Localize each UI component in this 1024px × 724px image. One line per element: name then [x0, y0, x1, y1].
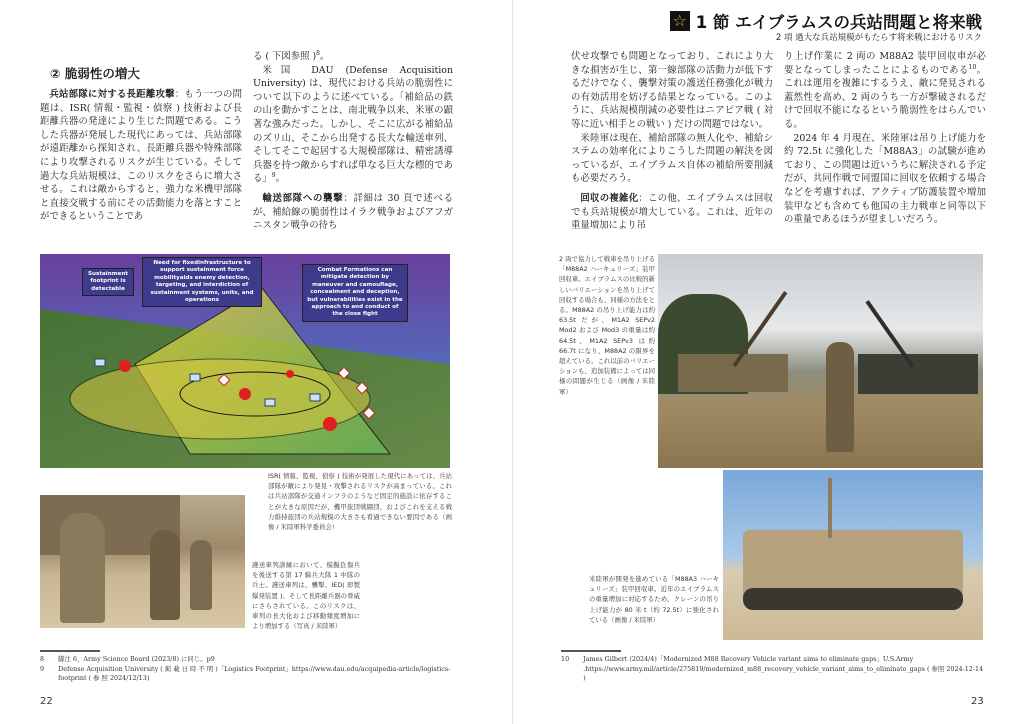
crane-boom — [828, 478, 832, 538]
page-number: 22 — [40, 696, 53, 707]
soldier-figure — [60, 513, 105, 623]
footnote-divider — [561, 650, 621, 652]
right-page — [512, 0, 1024, 724]
paragraph: ：この他、エイブラムスは回収でも兵站規模が増大している。これは、近年の重量増加により吊 — [571, 192, 773, 232]
punct: 。 — [275, 173, 285, 185]
convoy-training-photo — [40, 495, 245, 628]
footnote-ref: 9 — [271, 172, 276, 180]
footnote-text: James Gilbert (2024/4)「Modernized M88 Recovery Vehicle variant aims to eliminate gaps」U.S.Army .https://www.army.mil/article/275819/modernized_m88_recovery_vehicle_variant_aims_to_eliminate_gaps ( 参照 2024-12-14 ) — [583, 655, 984, 683]
chapter-title — [670, 9, 982, 33]
section-subtitle: 2 項 過大な兵站規模がもたらす将来戦におけるリスク — [775, 33, 982, 43]
footnotes — [561, 655, 986, 684]
paragraph: 2024 年 4 月現在、米陸軍は吊り上げ能力を約 72.5t に強化した「M88A3」の試験が進めており、この問題は近いうちに解決される予定だが、共同作戦で同盟国に回収を依頼する場合などを考慮すれば、アクティブ防護装置や増加装甲なども含めても他国の主力戦車と同等以下の重量であるほうが望ましいだろう。 — [784, 132, 986, 226]
footnote-number: 9 — [40, 664, 45, 673]
lead-term: 輸送部隊への襲撃 — [262, 192, 344, 204]
footnote-ref: 10 — [968, 63, 977, 71]
star-icon: ☆ — [670, 11, 690, 31]
diagram-label-footprint: Sustainment footprint is detectable — [82, 268, 134, 296]
diagram-label-infrastructure: Need for fixedinfrastructure to support sustainment force mobilityaids enemy detection, targeting, and interdiction of sustainment systems, units, and operations — [142, 257, 262, 307]
paragraph: ：もう一つの問題は、ISR( 情報・監視・偵察 ) 技術および長距離兵器の発達により生じた問題である。こうした兵器が発展した現代にあっては、兵站部隊が遠距離から探知され、長距離兵器や特殊部隊により攻撃されるリスクが生じている。そして過大な兵站規模は、このリスクをさらに増大させる。これは敵からすると、強力な米機甲部隊と直接交戦する前にその活動能力を落とすことができるということであ — [40, 89, 242, 223]
lead-term: 回収の複雑化 — [580, 192, 639, 204]
right-column-2 — [784, 50, 986, 227]
paragraph: り上げ作業に 2 両の M88A2 装甲回収車が必要となってしまったことによるものである — [784, 51, 986, 76]
soldier-figure — [190, 540, 212, 610]
photo-caption: 米陸軍が開発を進めている「M88A3 ハーキュリーズ」装甲回収車。近年のエイブラムスの重量増加に対応するため、クレーンの吊り上げ能力が 80 米 t（約 72.5t）に強化されている（画像 / 米陸軍） — [589, 575, 719, 624]
punct: 。 — [319, 51, 330, 62]
vehicle-tracks — [743, 588, 963, 610]
recovery-vehicle-shape — [858, 354, 978, 394]
footnote-text: Defense Acquisition University ( 掲 載 日 時 不 明 )「Logistics Footprint」https://www.dau.edu/acquipedia-article/logistics-footprint ( 参 照 2024/12/13) — [58, 664, 451, 683]
soldier-figure — [150, 530, 180, 620]
page-number: 23 — [971, 696, 984, 707]
paragraph: る ( 下図参照 ) — [253, 51, 317, 62]
footnote-ref: 8 — [316, 49, 320, 57]
photo-caption: 護送車列訓練において、模擬負傷兵を後送する第 17 騎兵大隊 1 中隊の兵士。護送車列は、襲撃、IED( 即製爆発装置 )、そして長距離兵器の脅威にさらされている。このリスクは、車列の長大化および移動頻度増加により増加する（写真 / 米陸軍） — [252, 561, 360, 631]
section-heading: ② 脆弱性の増大 — [50, 66, 140, 81]
photo-caption: 2 両で協力して戦車を吊り上げる「M88A2 ハーキュリーズ」装甲回収車。エイブラムスの比較的新しいバリエーションを吊り上げて回収する場合も、同様の方法をとる。M88A2 の吊り上げ能力は約 63.5t だが、M1A2 SEPv2 Mod2 および Mod3 の重量は約 64.5t、M1A2 SEPv3 は約 66.7t になり、M88A2 の限界を超えている。これ以前のバリエーションも、追加装備によっては同様の問題が生じる（画像 / 米陸軍） — [559, 255, 655, 396]
paragraph: 米国 DAU (Defense Acquisition University) は、現代における兵站の脆弱性について以下のように述べている。「補給品の鉄の山を動かすことは、南北戦争以来、米軍の顕著な強みだった。しかし、そこに広がる補給品のズリ山、そこから出発する長大な輸送車列、そしてそこで起居する大規模部隊は、精密誘導兵器を持つ敵からすれば単なる巨大な標的である」 — [253, 64, 453, 185]
footnote-divider — [40, 650, 100, 652]
paragraph: 米陸軍は現在、補給部隊の無人化や、補給システムの効率化によりこうした問題の解決を図っているが、エイブラムス自体の補給所要削減も必要だろう。 — [571, 132, 773, 185]
paragraph: ：詳細は 30 頁で述べるが、補給線の脆弱性はイラク戦争およびアフガニスタン戦争の待ち — [253, 192, 453, 232]
right-column-1 — [571, 50, 773, 233]
diagram-label-combat-formations: Combat Formations can mitigate detection by maneuver and camouflage, concealment and deception, but vulnerabilities exist in the approach to and conduct of the close fight — [302, 264, 408, 322]
sustainment-diagram — [40, 254, 450, 468]
paragraph: 。これは運用を複雑にするうえ、敵に発見される蓋然性を高め、2 両のうち一方が撃破されるだけで回収不能になるという脆弱性をはらんでいる。 — [784, 64, 986, 130]
left-column-1 — [40, 88, 242, 224]
soldier-figure — [826, 342, 854, 452]
footnotes — [40, 655, 460, 684]
m88a2-recovery-photo — [658, 254, 983, 468]
m88a3-vehicle-photo — [723, 470, 983, 640]
lead-term: 兵站部隊に対する長距離攻撃 — [49, 89, 175, 100]
left-column-2 — [253, 50, 453, 233]
footnote-number: 8 — [40, 655, 45, 663]
diagram-caption: ISR( 情報、監視、偵察 ) 技術が発展した現代にあっては、兵站部隊が敵により発見・攻撃されるリスクが高まっている。これは兵站部隊が交通インフラのようなど固定的施設に依存することが大きな原因だが、機甲旅団戦闘団、およびこれを支える戦力維持旅団の兵站規模の大きさも看過できない要因である（画像 / 米陸軍科学委員会） — [268, 472, 452, 532]
chapter-title-text: 1 節 エイブラムスの兵站問題と将来戦 — [695, 13, 982, 32]
tank-shape — [678, 354, 788, 392]
footnote-text: 脚注 6、Army Science Board (2023/8) に同じ。p9 — [58, 655, 215, 663]
footnote-number: 10 — [561, 655, 570, 663]
paragraph: 伏せ攻撃でも問題となっており、これにより大きな損害が生じ、第一線部隊の活動力が低下するだけでなく、襲撃対策の護送任務強化が戦力の有効活用を妨げる結果となっている。このように、兵站規模削減の必要性はニアピア戦 ( 対等に近い相手との戦い ) だけの問題ではない。 — [571, 51, 773, 130]
